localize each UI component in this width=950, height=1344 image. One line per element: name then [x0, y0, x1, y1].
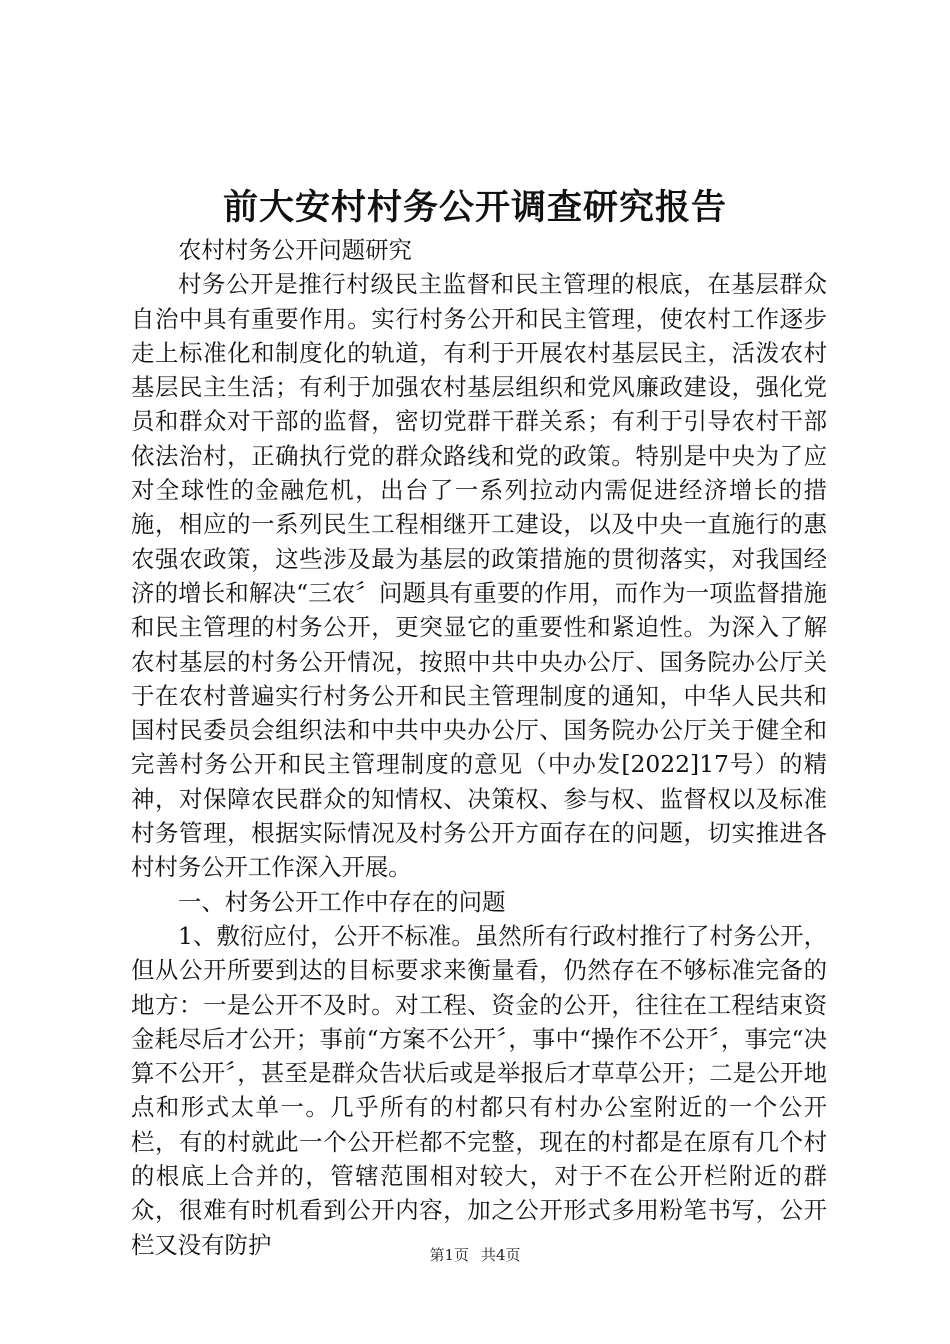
page-total: 共4页 [481, 1246, 521, 1264]
section-heading: 一、村务公开工作中存在的问题 [178, 887, 506, 916]
intro-paragraph: 村务公开是推行村级民主监督和民主管理的根底，在基层群众自治中具有重要作用。实行村务公开和民主管理，使农村工作逐步走上标准化和制度化的轨道，有利于开展农村基层民主，活泼农村基层民主生活；有利于加强农村基层组织和党风廉政建设，强化党员和群众对干部的监督，密切党群干群关系；有利于引导农村干部依法治村，正确执行党的群众路线和党的政策。特别是中央为了应对全球性的金融危机，出台了一系列拉动内需促进经济增长的措施，相应的一系列民生工程相继开工建设，以及中央一直施行的惠农强农政策，这些涉及最为基层的政策措施的贯彻落实，对我国经济的增长和解决“三农〞问题具有重要的作用，而作为一项监督措施和民主管理的村务公开，更突显它的重要性和紧迫性。为深入了解农村基层的村务公开情况，按照中共中央办公厅、国务院办公厅关于在农村普遍实行村务公开和民主管理制度的通知，中华人民共和国村民委员会组织法和中共中央办公厅、国务院办公厅关于健全和完善村务公开和民主管理制度的意见（中办发[2022]17号）的精神，对保障农民群众的知情权、决策权、参与权、监督权以及标准村务管理，根据实际情况及村务公开方面存在的问题，切实推进各村村务公开工作深入开展。 [131, 270, 827, 882]
subtitle-paragraph: 农村村务公开问题研究 [178, 236, 412, 264]
document-body [131, 233, 827, 1262]
document-title: 前大安村村务公开调查研究报告 [222, 187, 727, 228]
page-footer [0, 1244, 950, 1266]
issue-paragraph: 1、敷衍应付，公开不标准。虽然所有行政村推行了村务公开，但从公开所要到达的目标要求来衡量看，仍然存在不够标准完备的地方：一是公开不及时。对工程、资金的公开，往往在工程结束资金耗尽后才公开；事前“方案不公开〞，事中“操作不公开〞，事完“决算不公开〞，甚至是群众告状后或是举报后才草草公开；二是公开地点和形式太单一。几乎所有的村都只有村办公室附近的一个公开栏，有的村就此一个公开栏都不完整，现在的村都是在原有几个村的根底上合并的，管辖范围相对较大，对于不在公开栏附近的群众，很难有时机看到公开内容，加之公开形式多用粉笔书写，公开栏又没有防护 [131, 921, 827, 1259]
page-number: 第1页 [429, 1246, 469, 1264]
